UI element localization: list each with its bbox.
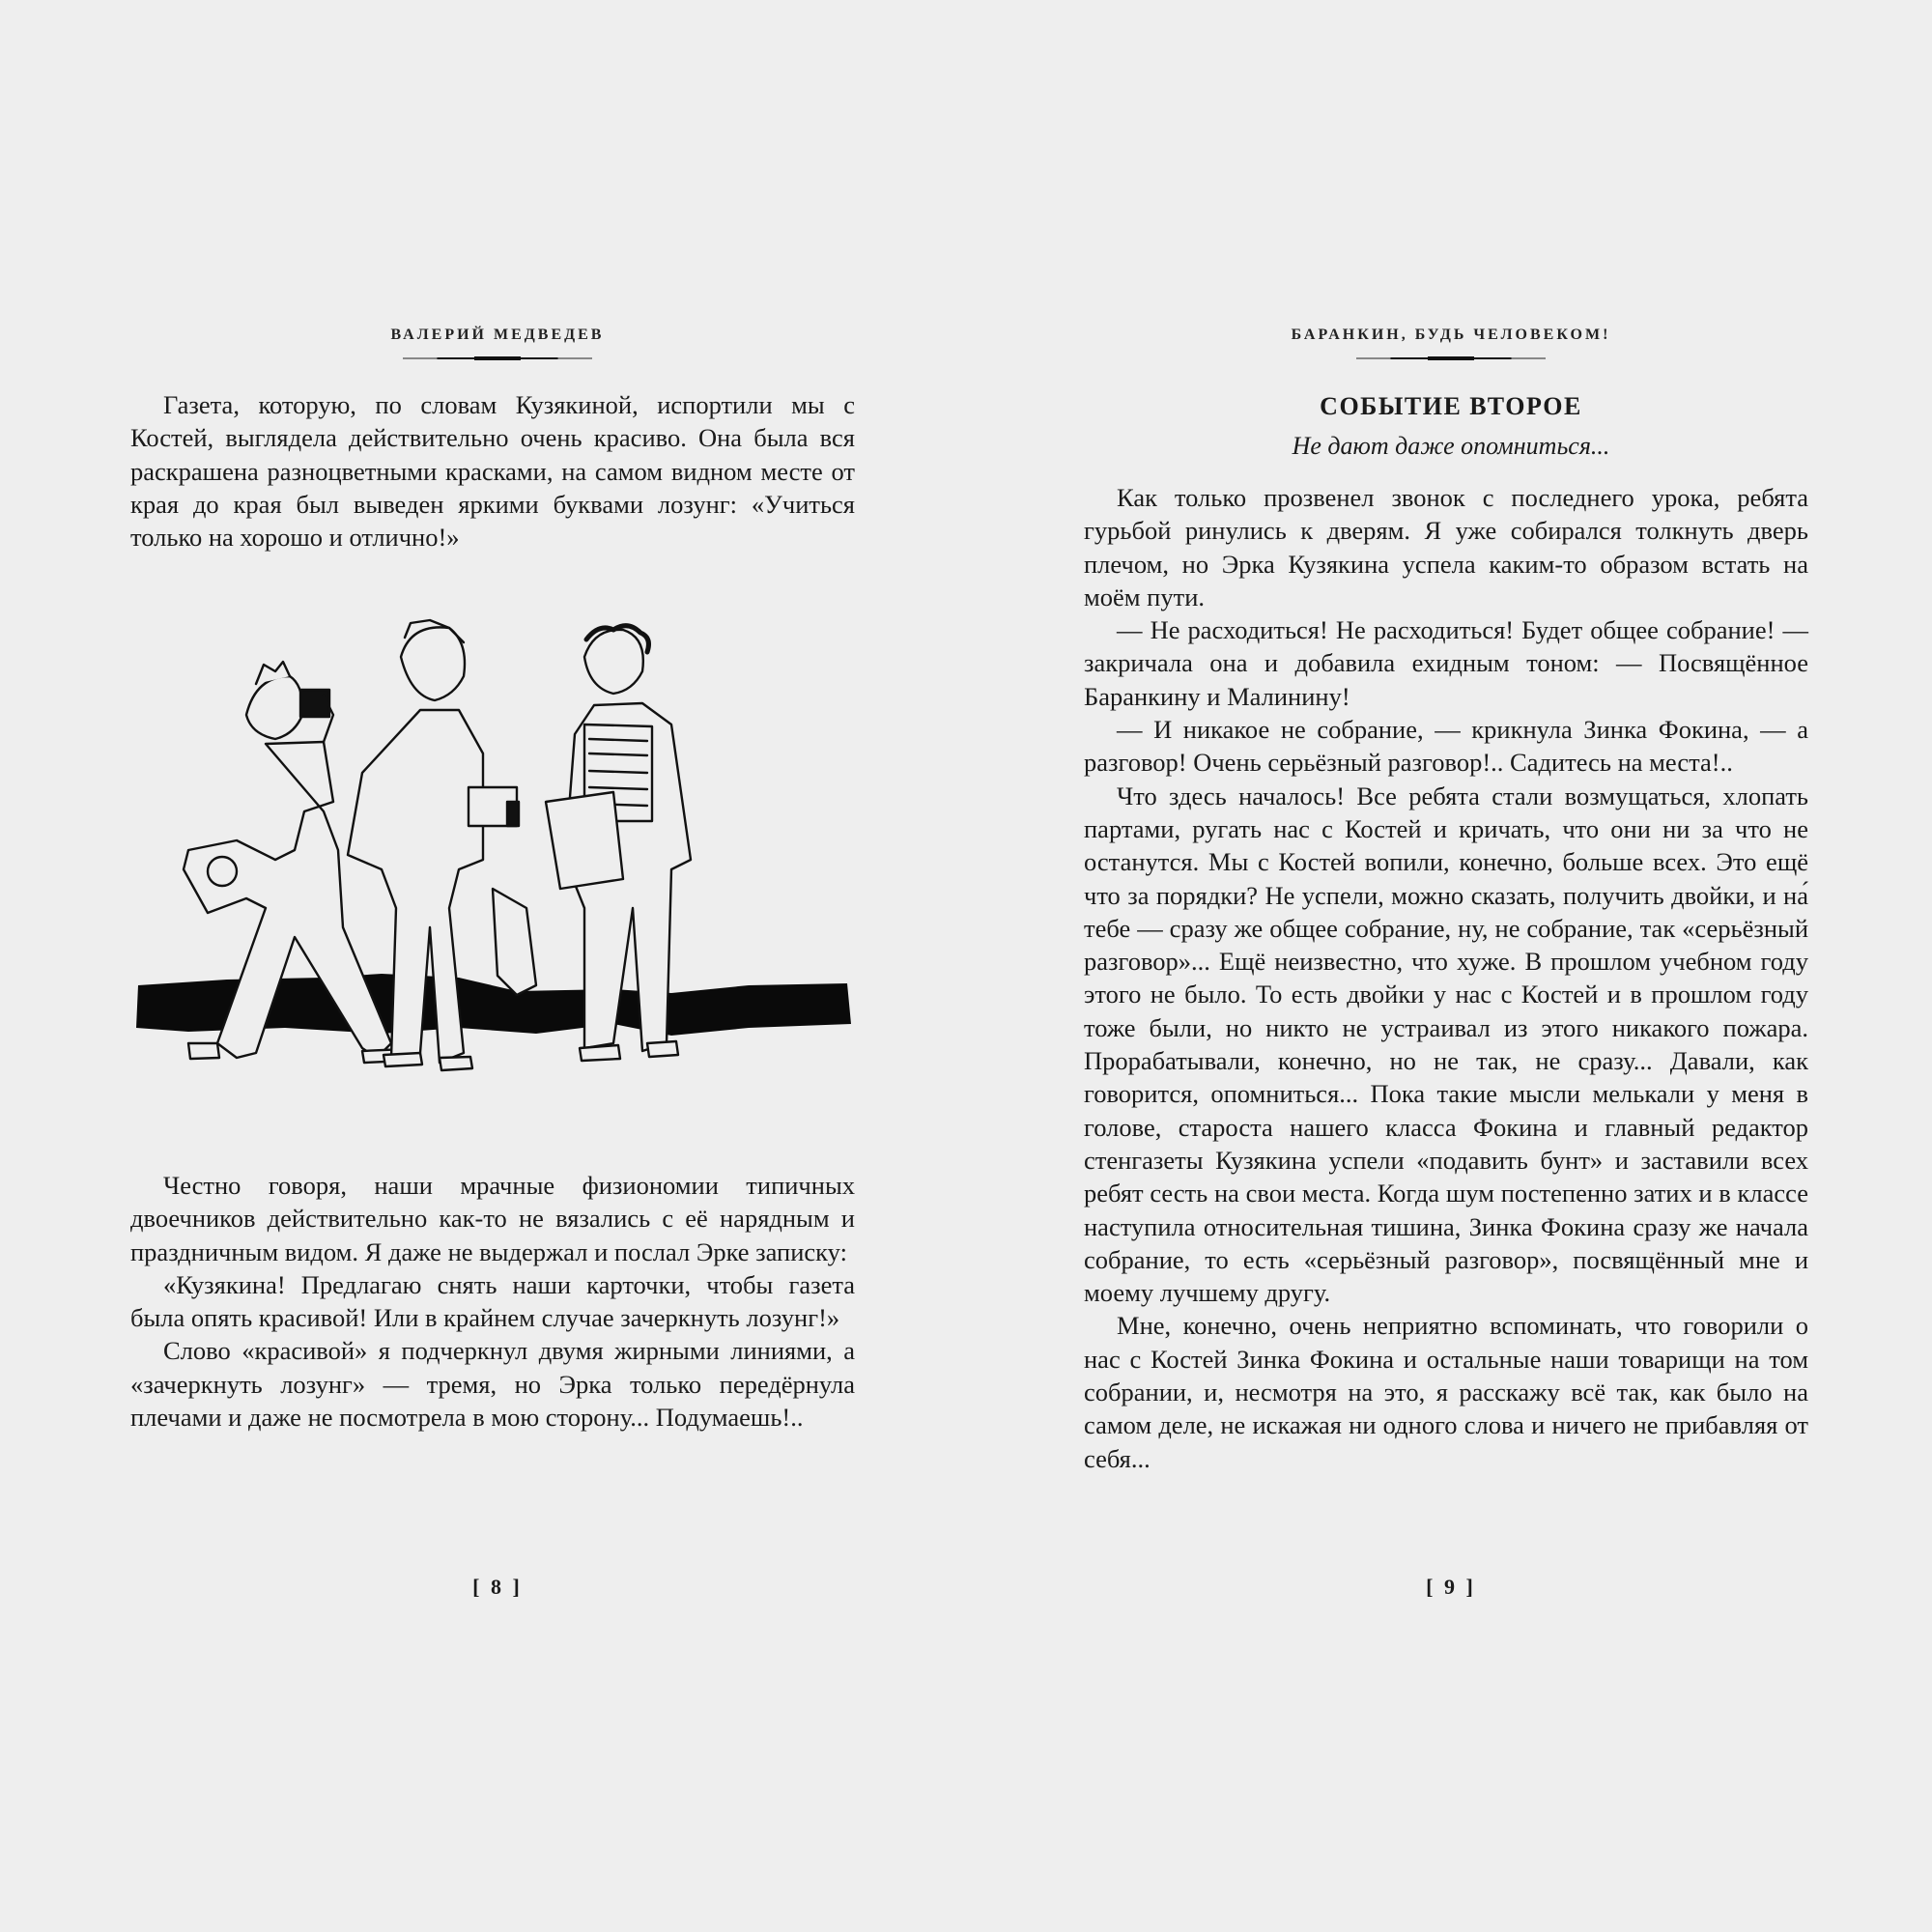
paragraph: Честно говоря, наши мрачные физиономии типичных двоечников действительно как-то не вязались с её нарядным и праздничным видом. Я даже не выдержал и послал Эрке записку: bbox=[130, 1171, 855, 1266]
paragraph: Что здесь началось! Все ребята стали возмущаться, хлопать партами, ругать нас с Костей и кричать, что они ни за что не останутся. Мы с Костей вопили, конечно, больше всех. Это ещё что за порядки? Не успели, можно сказать, получить двойки, и на́ тебе — сразу же общее собрание, ну, не собрание, так «серьёзный разговор»... Ещё неизвестно, что хуже. В прошлом учебном году этого не было. То есть двойки у нас с Костей и в прошлом году тоже были, но никто не устраивал из этого никакого пожара. Прорабатывали, конечно, но не так, не сразу... Давали, как говорится, опомниться... Пока такие мысли мелькали у меня в голове, староста нашего класса Фокина и главный редактор стенгазеты Кузякина успели «подавить бунт» и заставили всех ребят сесть на свои места. Когда шум постепенно затих и в классе наступила относительная тишина, Зинка Фокина сразу же начала собрание, то есть «серьёзный разговор», посвящённый мне и моему лучшему другу. bbox=[1084, 781, 1808, 1308]
page-number: [ 8 ] bbox=[472, 1575, 523, 1599]
body-text-bottom bbox=[130, 1169, 855, 1434]
body-text-top bbox=[130, 388, 855, 554]
header-rule bbox=[1356, 357, 1546, 359]
running-head-author: ВАЛЕРИЙ МЕДВЕДЕВ bbox=[390, 327, 605, 343]
header-rule bbox=[403, 357, 592, 359]
chapter-title: СОБЫТИЕ ВТОРОЕ bbox=[1320, 392, 1582, 420]
page-number: [ 9 ] bbox=[1426, 1575, 1476, 1599]
paragraph: — Не расходиться! Не расходиться! Будет общее собрание! — закричала она и добавила ехидным тоном: — Посвящённое Баранкину и Малинину! bbox=[1084, 615, 1808, 711]
chapter-subtitle: Не дают даже опомниться... bbox=[1292, 432, 1610, 460]
illustration-three-boys bbox=[130, 618, 865, 1140]
paragraph: «Кузякина! Предлагаю снять наши карточки, чтобы газета была опять красивой! Или в крайнем случае зачеркнуть лозунг!» bbox=[130, 1269, 855, 1333]
paragraph: Мне, конечно, очень неприятно вспоминать, что говорили о нас с Костей Зинка Фокина и остальные наши товарищи на том собрании, и, несмотря на это, я расскажу всё так, как было на самом деле, не искажая ни одного слова и ничего не прибавляя от себя... bbox=[1084, 1311, 1808, 1473]
running-head-title: БАРАНКИН, БУДЬ ЧЕЛОВЕКОМ! bbox=[1291, 327, 1611, 343]
paragraph: Газета, которую, по словам Кузякиной, испортили мы с Костей, выглядела действительно очень красиво. Она была вся раскрашена разноцветными красками, на самом видном месте от края до края был выведен яркими буквами лозунг: «Учиться только на хорошо и отлично!» bbox=[130, 390, 855, 553]
paragraph: Слово «красивой» я подчеркнул двумя жирными линиями, а «зачеркнуть лозунг» — тремя, но Эрка только передёрнула плечами и даже не посмотрела в мою сторону... Подумаешь!.. bbox=[130, 1336, 855, 1433]
body-text bbox=[1084, 481, 1808, 1475]
paragraph: Как только прозвенел звонок с последнего урока, ребята гурьбой ринулись к дверям. Я уже собирался толкнуть дверь плечом, но Эрка Кузякина успела каким-то образом встать на моём пути. bbox=[1084, 483, 1808, 611]
paragraph: — И никакое не собрание, — крикнула Зинка Фокина, — а разговор! Очень серьёзный разговор!.. Садитесь на места!.. bbox=[1084, 715, 1808, 778]
